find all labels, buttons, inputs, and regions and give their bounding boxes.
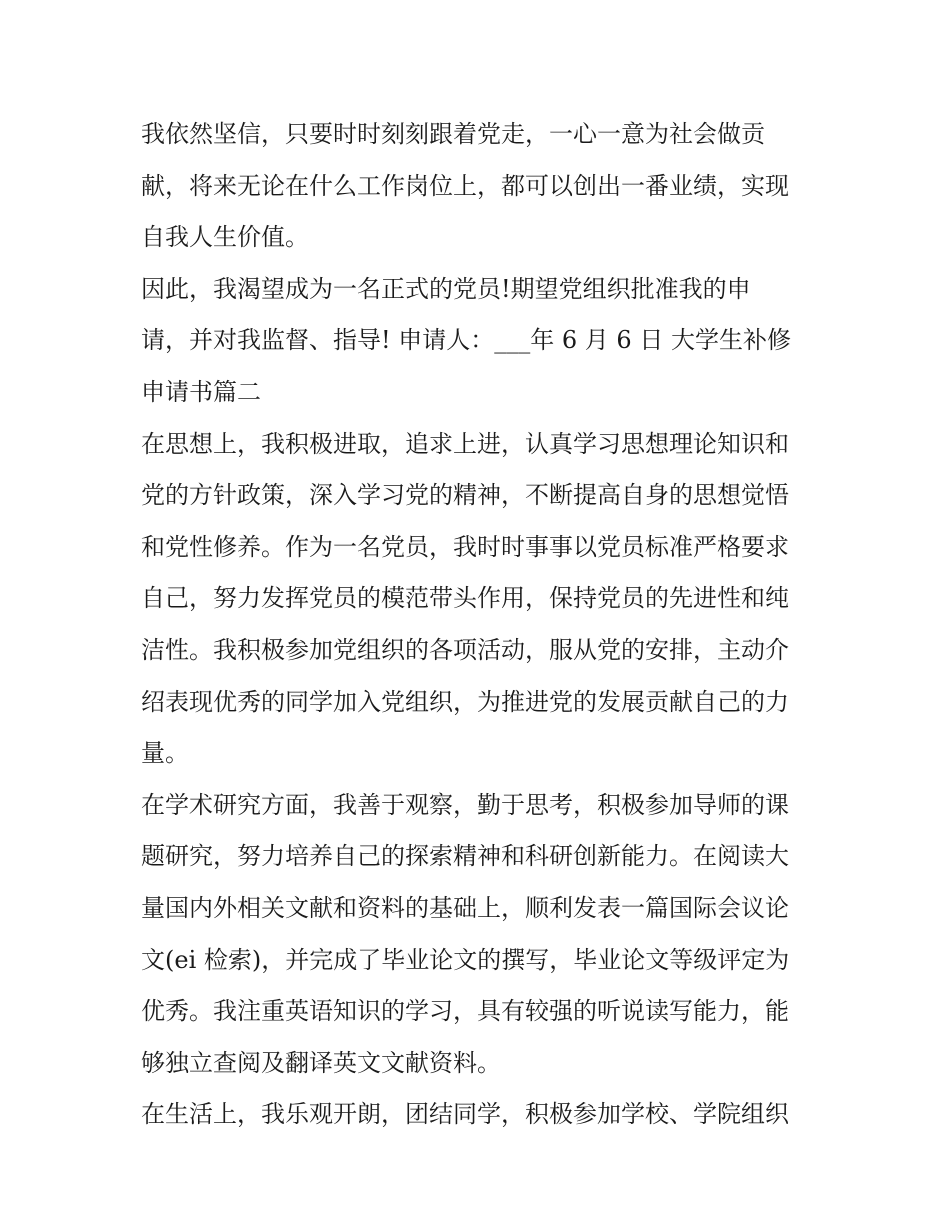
paragraph-academic [141, 780, 821, 1090]
paragraph-ideology [141, 419, 821, 780]
text-line: 在思想上，我积极进取，追求上进，认真学习思想理论知识和 [141, 429, 789, 458]
text-line: 绍表现优秀的同学加入党组织，为推进党的发展贡献自己的力 [141, 687, 789, 716]
paragraph-application-close [141, 264, 821, 419]
paragraph-life [141, 1089, 821, 1141]
document-body [141, 109, 821, 1141]
text-line: 自我人生价值。 [141, 223, 309, 252]
text-line: 献，将来无论在什么工作岗位上，都可以创出一番业绩，实现 [141, 171, 789, 200]
text-line: 够独立查阅及翻译英文文献资料。 [141, 1048, 501, 1077]
text-line: 因此，我渴望成为一名正式的党员!期望党组织批准我的申 [141, 274, 751, 303]
text-line: 我依然坚信，只要时时刻刻跟着党走，一心一意为社会做贡 [141, 120, 765, 148]
paragraph-conviction [141, 109, 821, 264]
text-line: 党的方针政策，深入学习党的精神，不断提高自身的思想觉悟 [141, 481, 789, 510]
text-line: 自己，努力发挥党员的模范带头作用，保持党员的先进性和纯 [141, 584, 789, 613]
text-line: 申请书篇二 [141, 377, 261, 406]
text-line: 洁性。我积极参加党组织的各项活动，服从党的安排，主动介 [141, 635, 789, 664]
text-line: 和党性修养。作为一名党员，我时时事事以党员标准严格要求 [141, 532, 789, 561]
text-line: 在学术研究方面，我善于观察，勤于思考，积极参加导师的课 [141, 790, 789, 819]
text-line: 优秀。我注重英语知识的学习，具有较强的听说读写能力，能 [141, 997, 789, 1026]
text-line: 请，并对我监督、指导! 申请人：___年 6 月 6 日 大学生补修 [141, 326, 791, 355]
text-line: 量国内外相关文献和资料的基础上，顺利发表一篇国际会议论 [141, 893, 789, 922]
text-line: 文(ei 检索)，并完成了毕业论文的撰写，毕业论文等级评定为 [141, 945, 790, 974]
text-line: 在生活上，我乐观开朗，团结同学，积极参加学校、学院组织 [141, 1100, 789, 1129]
text-line: 量。 [141, 739, 189, 768]
text-line: 题研究，努力培养自己的探索精神和科研创新能力。在阅读大 [141, 842, 789, 871]
